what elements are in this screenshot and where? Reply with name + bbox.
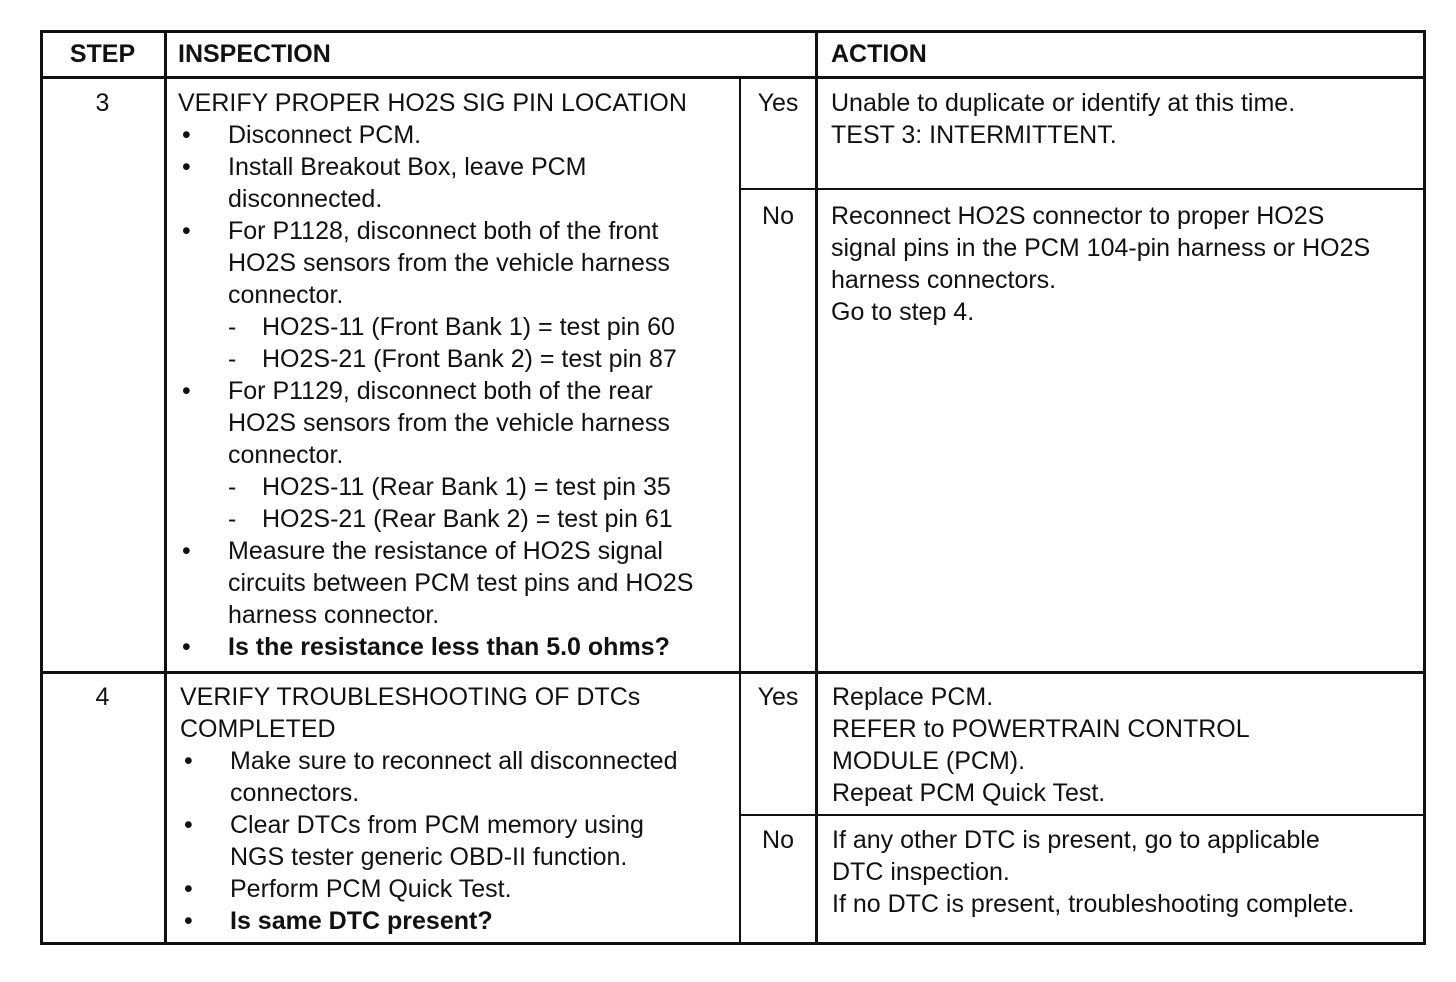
question-text: Is the resistance less than 5.0 ohms?	[228, 633, 670, 661]
sub-list	[228, 311, 693, 375]
table-border-bottom	[40, 942, 1426, 945]
bullet-icon: •	[184, 875, 193, 903]
bullet-icon: •	[182, 377, 191, 405]
yes-no-divider-row4	[739, 814, 1426, 816]
yes-action: Replace PCM. REFER to POWERTRAIN CONTROL MODULE (PCM). Repeat PCM Quick Test.	[832, 683, 1250, 807]
table-border-left	[40, 30, 43, 945]
inspection-list	[180, 745, 677, 937]
yes-action: Unable to duplicate or identify at this time. TEST 3: INTERMITTENT.	[831, 89, 1296, 149]
list-item	[180, 905, 677, 937]
inspection-title: COMPLETED	[180, 715, 336, 743]
dash-icon: -	[228, 505, 237, 533]
col-divider-action	[815, 30, 818, 945]
list-item: • Clear DTCs from PCM memory using NGS tester generic OBD-II function.	[184, 811, 644, 871]
header-divider	[40, 76, 1426, 79]
header-action: ACTION	[831, 40, 927, 68]
list-item: • Make sure to reconnect all disconnected connectors.	[184, 747, 678, 807]
sub-list-item: - HO2S-21 (Rear Bank 2) = test pin 61	[228, 505, 673, 533]
list-item	[178, 631, 693, 663]
no-action: Reconnect HO2S connector to proper HO2S signal pins in the PCM 104-pin harness or HO2S harness connectors. Go to step 4.	[831, 202, 1371, 326]
inspection-cell	[178, 87, 693, 663]
inspection-cell	[180, 681, 677, 937]
yes-no-divider-row3	[739, 188, 1426, 190]
bullet-icon: •	[182, 633, 191, 661]
yes-label: Yes	[757, 683, 799, 711]
table-border-right	[1423, 30, 1426, 945]
troubleshooting-table	[40, 30, 1426, 946]
inspection-title: VERIFY PROPER HO2S SIG PIN LOCATION	[178, 89, 687, 117]
bullet-icon: •	[184, 747, 193, 775]
bullet-icon: •	[184, 907, 193, 935]
dash-icon: -	[228, 313, 237, 341]
bullet-icon: •	[182, 217, 191, 245]
row-divider	[40, 671, 1426, 674]
list-item: • Perform PCM Quick Test.	[184, 875, 512, 903]
sub-list-item: - HO2S-21 (Front Bank 2) = test pin 87	[228, 345, 677, 373]
bullet-icon: •	[182, 153, 191, 181]
dash-icon: -	[228, 473, 237, 501]
step-number: 4	[95, 683, 110, 711]
no-label: No	[762, 202, 794, 230]
inspection-list	[178, 119, 693, 663]
bullet-icon: •	[182, 121, 191, 149]
sub-list-item: - HO2S-11 (Front Bank 1) = test pin 60	[228, 313, 675, 341]
list-item: • Disconnect PCM.	[182, 121, 422, 149]
bullet-icon: •	[184, 811, 193, 839]
dash-icon: -	[228, 345, 237, 373]
sub-list	[228, 471, 693, 535]
table-border-top	[40, 30, 1426, 33]
header-step: STEP	[69, 40, 136, 68]
sub-list-item: - HO2S-11 (Rear Bank 1) = test pin 35	[228, 473, 671, 501]
question-text: Is same DTC present?	[230, 907, 493, 935]
col-divider-step	[164, 30, 167, 945]
no-action: If any other DTC is present, go to applicable DTC inspection. If no DTC is present, troubleshooting complete.	[832, 826, 1355, 918]
list-item: • Measure the resistance of HO2S signal circuits between PCM test pins and HO2S harness connector.	[182, 537, 694, 629]
yes-label: Yes	[757, 89, 799, 117]
list-item: • For P1128, disconnect both of the front HO2S sensors from the vehicle harness connector. - HO2S-11 (Front Bank 1) = test pin 60 - HO2S-21 (Front Bank 2) = test pin 87	[178, 215, 693, 375]
step-number: 3	[95, 89, 110, 117]
header-inspection: INSPECTION	[178, 40, 331, 68]
bullet-icon: •	[182, 537, 191, 565]
list-item: • Install Breakout Box, leave PCM disconnected.	[182, 153, 587, 213]
inspection-title: VERIFY TROUBLESHOOTING OF DTCs	[180, 683, 641, 711]
list-item: • For P1129, disconnect both of the rear HO2S sensors from the vehicle harness connector. - HO2S-11 (Rear Bank 1) = test pin 35 - HO2S-21 (Rear Bank 2) = test pin 61	[178, 375, 693, 535]
no-label: No	[762, 826, 794, 854]
